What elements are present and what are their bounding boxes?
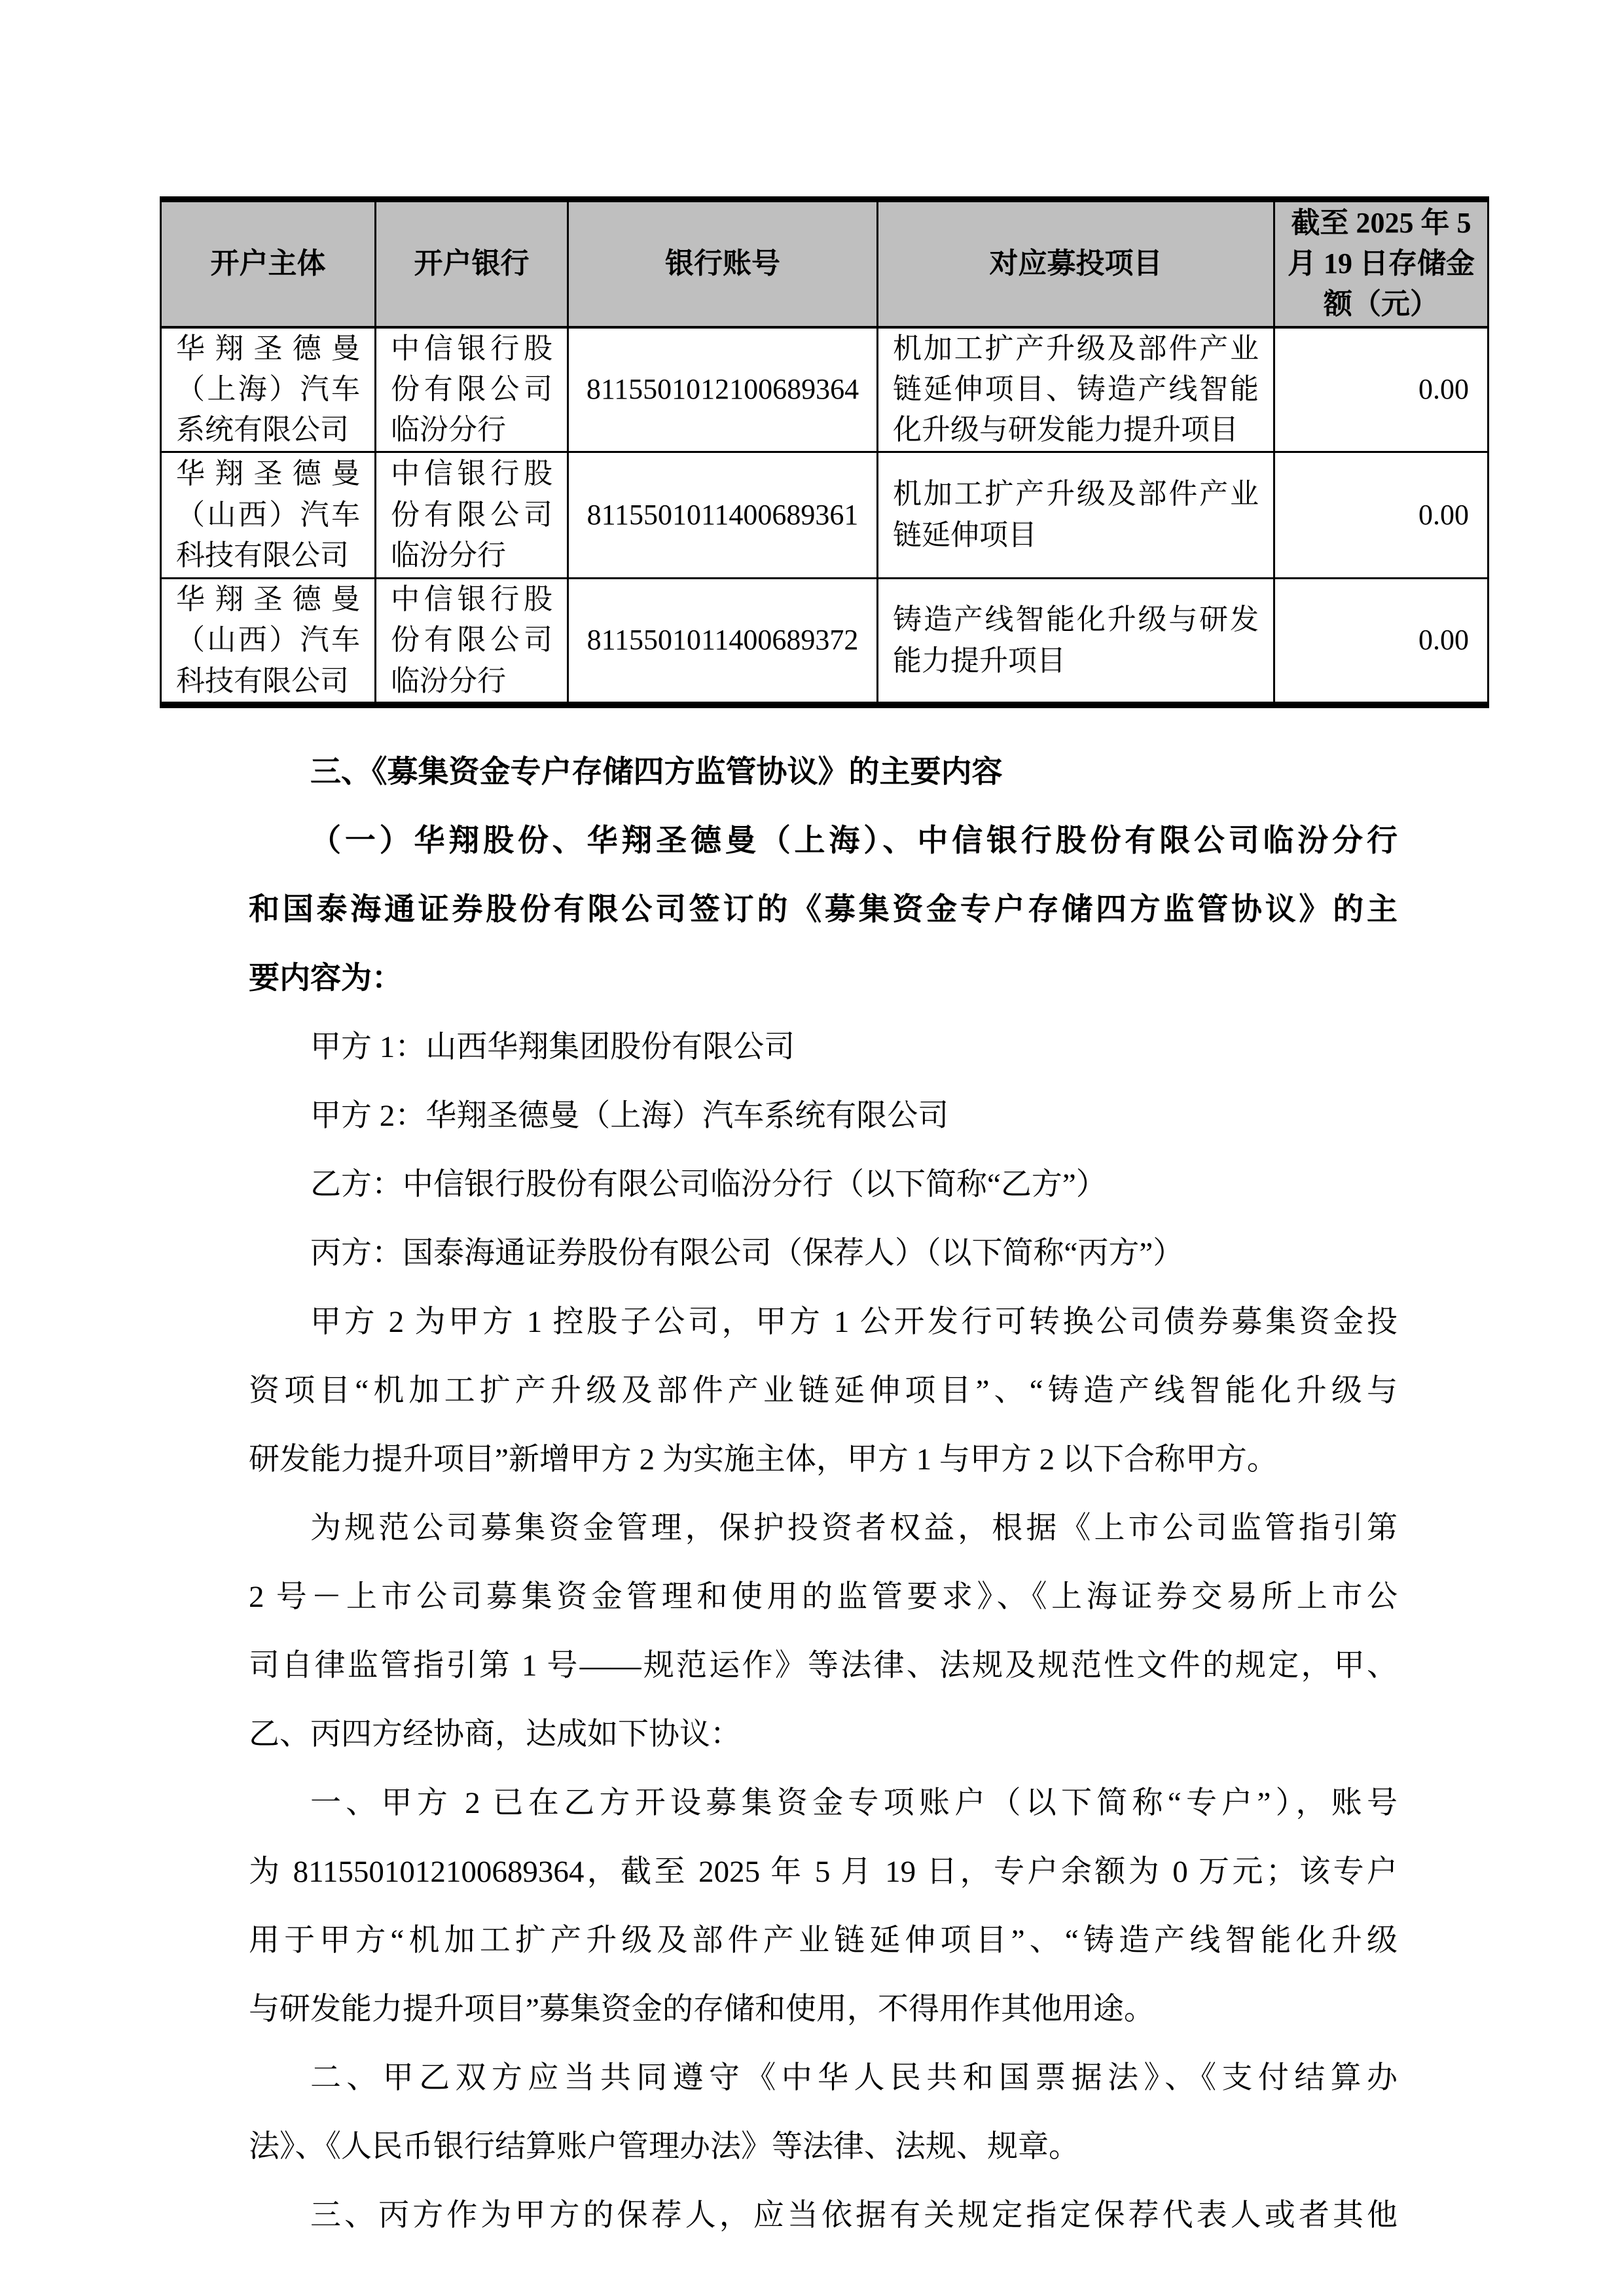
table-cell: 0.00 <box>1274 578 1489 705</box>
text-line: 为 8115501012100689364，截至 2025 年 5 月 19 日，专户余额为 0 万元；该专户 <box>249 1855 1398 1889</box>
header-account-owner: 开户主体 <box>161 200 376 327</box>
text-line: 二、甲乙双方应当共同遵守《中华人民共和国票据法》、《支付结算办 <box>310 2061 1398 2095</box>
table-cell: 0.00 <box>1274 452 1489 578</box>
table-cell: 铸造产线智能化升级与研发能力提升项目 <box>878 578 1274 705</box>
text-line: 一、甲方 2 已在乙方开设募集资金专项账户（以下简称“专户”），账号 <box>310 1786 1398 1820</box>
fund-accounts-table <box>160 196 1489 708</box>
text-line: 和国泰海通证券股份有限公司签订的《募集资金专户存储四方监管协议》的主 <box>249 893 1398 927</box>
header-project: 对应募投项目 <box>878 200 1274 327</box>
text-line: 三、丙方作为甲方的保荐人，应当依据有关规定指定保荐代表人或者其他 <box>310 2198 1398 2233</box>
fund-table-body <box>161 327 1489 706</box>
table-cell: 华翔圣德曼（上海）汽车系统有限公司 <box>161 327 376 452</box>
text-line: 资项目“机加工扩产升级及部件产业链延伸项目”、“铸造产线智能化升级与 <box>249 1374 1398 1408</box>
text-line: 为规范公司募集资金管理，保护投资者权益，根据《上市公司监管指引第 <box>310 1511 1398 1545</box>
header-balance: 截至 2025 年 5 月 19 日存储金额（元） <box>1274 200 1489 327</box>
table-cell: 8115501012100689364 <box>568 327 878 452</box>
table-header-row <box>161 200 1489 327</box>
document-body <box>249 738 1398 2250</box>
text-line: 要内容为： <box>249 961 403 996</box>
header-bank: 开户银行 <box>376 200 568 327</box>
text-line: 法》、《人民币银行结算账户管理办法》等法律、法规、规章。 <box>249 2130 1079 2164</box>
table-cell: 中信银行股份有限公司临汾分行 <box>376 578 568 705</box>
text-line: 与研发能力提升项目”募集资金的存储和使用，不得用作其他用途。 <box>249 1992 1155 2026</box>
text-line: 甲方 2 为甲方 1 控股子公司，甲方 1 公开发行可转换公司债券募集资金投 <box>310 1305 1398 1339</box>
header-account-number: 银行账号 <box>568 200 878 327</box>
text-line: 2 号－上市公司募集资金管理和使用的监管要求》、《上海证券交易所上市公 <box>249 1580 1398 1614</box>
table-cell: 8115501011400689372 <box>568 578 878 705</box>
table-row <box>161 578 1489 705</box>
table-row <box>161 327 1489 452</box>
table-cell: 0.00 <box>1274 327 1489 452</box>
table-cell: 华翔圣德曼（山西）汽车科技有限公司 <box>161 452 376 578</box>
table-cell: 华翔圣德曼（山西）汽车科技有限公司 <box>161 578 376 705</box>
table-cell: 8115501011400689361 <box>568 452 878 578</box>
text-line: 司自律监管指引第 1 号——规范运作》等法律、法规及规范性文件的规定，甲、 <box>249 1649 1398 1683</box>
text-line: （一）华翔股份、华翔圣德曼（上海）、中信银行股份有限公司临汾分行 <box>310 824 1398 858</box>
text-line: 研发能力提升项目”新增甲方 2 为实施主体，甲方 1 与甲方 2 以下合称甲方。 <box>249 1443 1278 1477</box>
text-line: 乙方：中信银行股份有限公司临汾分行（以下简称“乙方”） <box>310 1168 1107 1202</box>
text-line: 乙、丙四方经协商，达成如下协议： <box>249 1717 741 1751</box>
text-line: 用于甲方“机加工扩产升级及部件产业链延伸项目”、“铸造产线智能化升级 <box>249 1924 1398 1958</box>
text-line: 丙方：国泰海通证券股份有限公司（保荐人）（以下简称“丙方”） <box>310 1236 1184 1270</box>
table-cell: 机加工扩产升级及部件产业链延伸项目、铸造产线智能化升级与研发能力提升项目 <box>878 327 1274 452</box>
table-cell: 中信银行股份有限公司临汾分行 <box>376 452 568 578</box>
table-cell: 机加工扩产升级及部件产业链延伸项目 <box>878 452 1274 578</box>
text-line: 甲方 2：华翔圣德曼（上海）汽车系统有限公司 <box>310 1099 949 1133</box>
text-line: 甲方 1：山西华翔集团股份有限公司 <box>310 1030 795 1064</box>
text-line: 三、《募集资金专户存储四方监管协议》的主要内容 <box>310 755 1003 789</box>
table-row <box>161 452 1489 578</box>
table-cell: 中信银行股份有限公司临汾分行 <box>376 327 568 452</box>
